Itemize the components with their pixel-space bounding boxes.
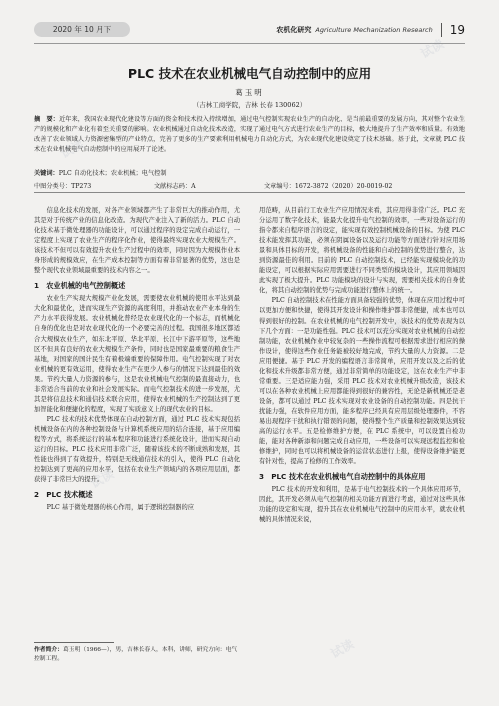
abstract (34, 115, 465, 155)
body-paragraph: 用范畴，从目前行工农业生产应用情况来看，其应用得非常广泛。PLC 充分运用了数字化技术，能最大化提升电气控制的效率，一些对设备运行的指令都来自程序语言的设定，能实现有效控制机械设备的目标。为使 PLC 技术能发挥其功能，必须在阴属设备以及运行功能等方面进行针对应用场景和具体目标的开发，将机械设备的性能和自动控制的优势进行整合，达到资源最佳的利用。目前的 PLC 自动控制技术，已经能实现模块化的功能设定，可以根据实际应用需要进行不同类型的模块设计，其应用领域因此实现了极大提升。PLC 功能模块的设计与实现，需要相关技术的自身优化，将其自动控制的优势与完成功能进行整体上的统一。 (259, 207, 465, 295)
header-rule (34, 43, 465, 44)
paper-author: 葛玉明 (235, 88, 264, 97)
journal-name-cn: 农机化研究 (276, 26, 312, 34)
body-paragraph: PLC 技术的开发和利用，是基于电气控制技术的一个具体应用环节，因此，其开发必须从电气控制的相关功能方面进行考虑，通过对这些具体功能的设定和实现，提升其在农业机械电气控制中的应用水平，就农业机械的具体情况来说， (259, 486, 465, 524)
keywords-label: 关键词： (34, 170, 59, 177)
body-paragraph: 农业生产实现大规模产业化发展，需要使农业机械的使用水平达到最大化和最优化，进而实现生产资源的高度利用，并推动农业产业本身的生产力水平获得发展。农业机械化普经是农业现代化的一个标志，而机械化自身的优化也是对农业现代化的一个必要完善的过程。我国很多地区都适合大规模农业生产，如东北平原、华北平原、长江中下游平原等，这些地区不但具有良好的农业大规模生产条件，同时也是国家最重要的粮食生产基地，对国家的国计民生有着极端重要的保障作用。电气控制实现了对农业机械的更有效运用，使得农业生产在更少人参与的情况下达到最佳的效果。节约大量人力资源的参与，这是农业机械电气控制的最直接动力，也非常适合当前的农业和社会发展实际。而电气控制技术的进一步发展，尤其是将信息技术和通信技术联合应用，使得农业机械的生产控制达到了更加智能化和便捷化的程度，实现了实质意义上的现代农业的目标。 (34, 295, 240, 413)
abstract-label: 摘 要： (34, 116, 59, 123)
section-heading: 3 PLC 技术在农业机械电气自动控制中的具体应用 (259, 472, 426, 482)
watermark: 试读 (328, 636, 357, 661)
footnote-rule (34, 642, 114, 643)
classification-number: 中图分类号：TP273 (34, 183, 92, 190)
running-header (34, 22, 465, 42)
body-column-right (259, 206, 465, 525)
watermark: 试读 (378, 316, 407, 341)
abstract-text: 近年来，我国农业现代化建设等方面的资金和技术投入持续增加，通过电气控制实现农业生产的自动化、是当前最重要的发展方向，其对整个农业生产的规模化和产业化有着至关重要的影响。农业机械通过自动化技术改造，实现了通过电气方式进行农业生产的目标，极大地提升了生产效率和质量。有效地改善了农业领域人力资源密集型的产业特点，完善了更多的生产要素利用机械电力自动化方式，为农业现代化建设奠定了技术基础。基于此，文章就 PLC 技术在农业机械电气自动控制中的应用展开了论述。 (34, 116, 466, 153)
body-paragraph: PLC 自动控制技术在性能方面具备较强的优势，体现在应用过程中可以更加方便和快捷，使得其开发设计和操作维护都非常便捷，成本也可以得到很好的控制。在农业机械的电气控制开发中，该技术的优势表现为以下几个方面：一是功能性强。PLC 技术可以充分实现对农业机械的自动控制功能，农业机械作业中较复杂的一些操作流程可根据需求进行相应的操作设计，使得这些作业任务能被较好地完成，节约大量的人力资源。二是应用便捷。基于 PLC 开发的编程语言非常简单，应用开发以及之后的优化和技术升级都非常方便，通过非常简单的功能设定，这在农业生产中非常重要。三是适应能力强，采用 PLC 技术对农业机械升级改造，该技术可以在各种农业机械上应用都能得到很好的兼容性，无论是新机械还是老设备，都可以通过 PLC 技术实现对农业设备的自动控制功能。四是抗干扰能力强，在软件应用方面，能多程序已经具有应用层级处理器件，不容易出现程序干扰和执行错误的问题，使得整个生产质量和控制效果达到较高的运行水平。五是检修维护方便，在 PLC 系统中，可以设置自检功能，能对各种新添和问题完成自动应用，一些设备可以实现远程监控和检修维护，同时也可以将机械设备的运营状态进行上报，使得设备维护能更有针对性，提高了检修的工作效率。 (259, 297, 465, 466)
page-number: 19 (449, 23, 465, 37)
section-heading: 1 农业机械的电气控制概述 (34, 281, 126, 291)
journal-name-en: Agriculture Mechanization Research (315, 26, 433, 34)
footnote-text: 葛玉明（1966—），男，吉林长春人，本科，讲师，研究方向：电气控制工程。 (34, 647, 238, 662)
keywords (34, 168, 465, 177)
paper-title: PLC 技术在农业机械电气自动控制中的应用 (127, 66, 372, 81)
issue-date-badge: 2020 年 10 月下 (34, 22, 130, 37)
author-affiliation: （吉林工商学院，吉林 长春 130062） (192, 101, 307, 109)
keywords-text: PLC 自动化技术；农业机械；电气控制 (58, 170, 167, 177)
watermark: 试读 (418, 36, 447, 61)
header-divider (441, 23, 442, 37)
watermark: 试读 (88, 466, 117, 491)
body-column-left (34, 206, 240, 513)
article-metadata (34, 181, 465, 190)
body-paragraph: PLC 技术的技术优势体现在自动控制方面，通过 PLC 技术实现包括机械设备在内的各种控制设备与计算机系统应用的结合连接，基于应用编程等方式，将系统运行的基本程序和功能进行系统化设计，进而实现自动运行的目标。PLC 技术应用非常广泛，随着该技术的不断成熟和发展，其性能也得到了有效提升，特别是无线通信技术的引入，使得 PLC 自动化控制达到了更高的应用水平，包括在农业生产领域内的各项应用层面，都获得了非常巨大的提升。 (34, 415, 240, 484)
body-paragraph: 信息化技术的发展，对各产业领域都产生了非常巨大的推动作用，尤其是对于传统产业的信息化改造。为现代产业注入了新的活力。PLC 自动化技术基于微处理器的功能设计，可以通过程序的设定完成自动运行，一定程度上实现了农业生产的程序化作业，使得最终实现农业大规模生产。该技术不但可以有效提升农业生产过程中的效率，同时因为大规模作业本身形成的规模效应，在生产成本控制等方面有着非常显著的优势，这也是整个现代农业领域最重要的技术内容之一。 (34, 207, 240, 275)
article-number: 文章编号：1672-3872（2020）20-0019-02 (264, 183, 393, 190)
section-heading: 2 PLC 技术概述 (34, 490, 93, 500)
watermark: 试读 (58, 136, 87, 161)
author-footnote (34, 646, 240, 664)
metadata-rule (34, 192, 465, 193)
body-paragraph: PLC 基于微处理器的核心作用，属于逻辑控制器的应 (46, 504, 195, 512)
document-code: 文献标志码：A (154, 183, 196, 190)
footnote-label: 作者简介： (34, 647, 63, 653)
